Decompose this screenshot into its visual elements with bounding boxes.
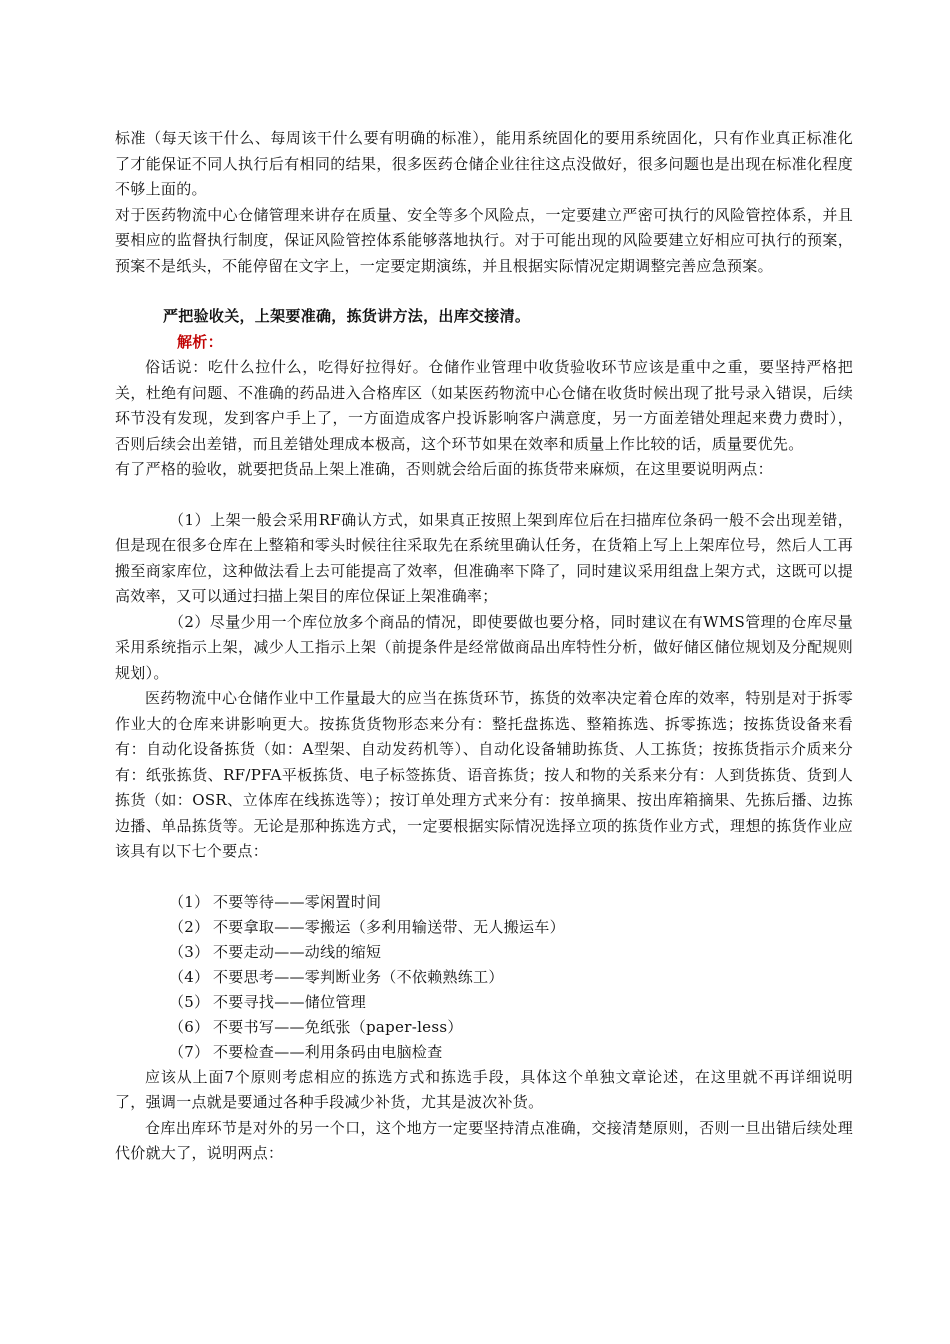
rule-number: （7） (169, 1042, 210, 1061)
paragraph-putaway-point-2: （2）尽量少用一个库位放多个商品的情况，即使要做也要分格，同时建议在有WMS管理的仓库尽量采用系统指示上架，减少人工指示上架（前提条件是经常做商品出库特性分析，做好储区储位规划及分配规则规划）。 (115, 612, 853, 682)
document-page (115, 126, 853, 1167)
paragraph-receiving: 俗话说：吃什么拉什么，吃得好拉得好。仓储作业管理中收货验收环节应该是重中之重，要坚持严格把关，杜绝有问题、不准确的药品进入合格库区（如某医药物流中心仓储在收货时候出现了批号录入错误，后续环节没有发现，发到客户手上了，一方面造成客户投诉影响客户满意度，另一方面差错处理起来费力费时），否则后续会出差错，而且差错处理成本极高，这个环节如果在效率和质量上作比较的话，质量要优先。 (115, 358, 853, 453)
list-item (169, 990, 853, 1015)
paragraph-standardization: 标准（每天该干什么、每周该干什么要有明确的标准），能用系统固化的要用系统固化，只有作业真正标准化了才能保证不同人执行后有相同的结果，很多医药仓储企业往往这点没做好，很多问题也是出现在标准化程度不够上面的。 (115, 129, 853, 198)
paragraph-replenishment: 应该从上面7个原则考虑相应的拣选方式和拣选手段，具体这个单独文章论述，在这里就不再详细说明了，强调一点就是要通过各种手段减少补货，尤其是波次补货。 (115, 1067, 853, 1111)
analysis-label: 解析： (177, 332, 223, 351)
paragraph-risk-control: 对于医药物流中心仓储管理来讲存在质量、安全等多个风险点，一定要建立严密可执行的风险管控体系，并且要相应的监督执行制度，保证风险管控体系能够落地执行。对于可能出现的风险要建立好相应可执行的预案，预案不是纸头，不能停留在文字上，一定要定期演练，并且根据实际情况定期调整完善应急预案。 (115, 205, 853, 275)
list-item (169, 890, 853, 915)
paragraph-picking: 医药物流中心仓储作业中工作量最大的应当在拣货环节，拣货的效率决定着仓库的效率，特别是对于拆零作业大的仓库来讲影响更大。按拣货货物形态来分有：整托盘拣选、整箱拣选、拆零拣选；按拣货设备来看有：自动化设备拣货（如：A型架、自动发药机等）、自动化设备辅助拣货、人工拣货；按拣货指示介质来分有：纸张拣货、RF/PFA平板拣货、电子标签拣货、语音拣货；按人和物的关系来分有：人到货拣货、货到人拣货（如：OSR、立体库在线拣选等）；按订单处理方式来分有：按单摘果、按出库箱摘果、先拣后播、边拣边播、单品拣货等。无论是那种拣选方式，一定要根据实际情况选择立项的拣货作业方式，理想的拣货作业应该具有以下七个要点： (115, 689, 853, 860)
rule-text: 不要走动——动线的缩短 (213, 942, 382, 961)
section-heading: 严把验收关，上架要准确，拣货讲方法，出库交接清。 (163, 307, 531, 325)
rule-number: （1） (169, 892, 210, 911)
paragraph-putaway-point-1: （1）上架一般会采用RF确认方式，如果真正按照上架到库位后在扫描库位条码一般不会出现差错，但是现在很多仓库在上整箱和零头时候往往采取先在系统里确认任务，在货箱上写上上架库位号，然后人工再搬至商家库位，这种做法看上去可能提高了效率，但准确率下降了，同时建议采用组盘上架方式，这既可以提高效率，又可以通过扫描上架目的库位保证上架准确率； (115, 510, 853, 605)
rule-text: 不要书写——免纸张（paper-less） (213, 1017, 463, 1036)
list-item (169, 940, 853, 965)
rule-text: 不要检查——利用条码由电脑检查 (213, 1042, 443, 1061)
rule-text: 不要寻找——储位管理 (213, 992, 367, 1011)
picking-rules-list (115, 890, 853, 1065)
list-item (169, 1040, 853, 1065)
paragraph-putaway-intro: 有了严格的验收，就要把货品上架上准确，否则就会给后面的拣货带来麻烦，在这里要说明两点： (115, 460, 773, 478)
paragraph-outbound: 仓库出库环节是对外的另一个口，这个地方一定要坚持清点准确，交接清楚原则，否则一旦出错后续处理代价就大了，说明两点： (115, 1118, 853, 1162)
rule-number: （5） (169, 992, 210, 1011)
rule-number: （6） (169, 1017, 210, 1036)
list-item (169, 915, 853, 940)
list-item (169, 1015, 853, 1040)
rule-number: （2） (169, 917, 210, 936)
rule-number: （3） (169, 942, 210, 961)
rule-text: 不要等待——零闲置时间 (213, 892, 382, 911)
rule-text: 不要思考——零判断业务（不依赖熟练工） (213, 967, 504, 986)
rule-number: （4） (169, 967, 210, 986)
list-item (169, 965, 853, 990)
rule-text: 不要拿取——零搬运（多利用输送带、无人搬运车） (213, 917, 565, 936)
